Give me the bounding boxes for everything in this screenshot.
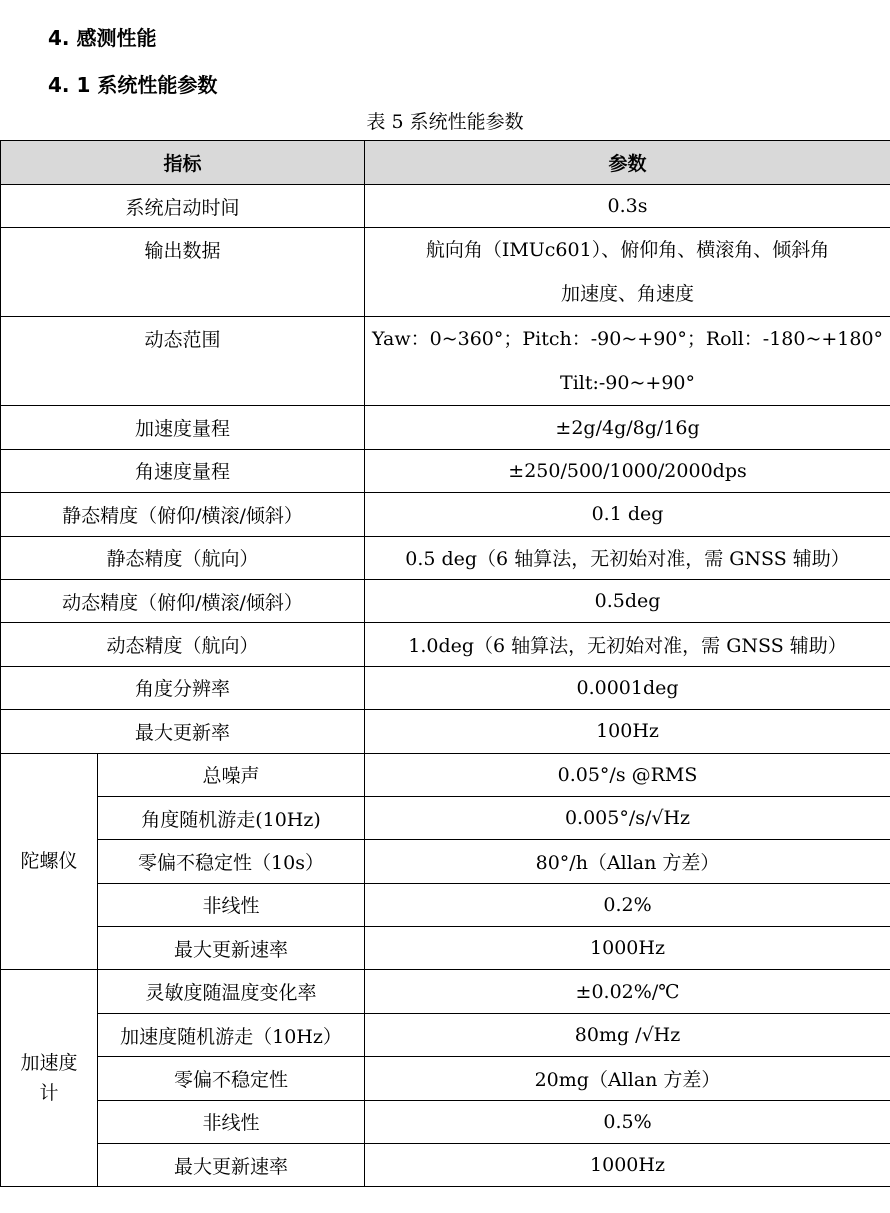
row-value: 0.005°/s/√Hz bbox=[365, 796, 890, 839]
table-row bbox=[1, 1013, 890, 1056]
row-value: ±0.02%/℃ bbox=[365, 970, 890, 1013]
table-row bbox=[1, 1057, 890, 1100]
table-row bbox=[1, 753, 890, 796]
row-value: 0.05°/s @RMS bbox=[365, 753, 890, 796]
row-value: 20mg（Allan 方差） bbox=[365, 1057, 890, 1100]
row-label: 最大更新率 bbox=[1, 710, 365, 753]
row-value-line: 航向角（IMUc601）、俯仰角、横滚角、倾斜角 bbox=[425, 239, 830, 262]
row-label: 角度分辨率 bbox=[1, 666, 365, 709]
group-label-line: 计 bbox=[39, 1082, 59, 1105]
subsection-heading: 4. 1 系统性能参数 bbox=[48, 73, 218, 97]
row-value bbox=[365, 228, 890, 317]
row-label: 非线性 bbox=[98, 883, 365, 926]
row-value: 100Hz bbox=[365, 710, 890, 753]
row-value: 0.3s bbox=[365, 185, 890, 228]
row-value-line: Yaw：0~360°；Pitch：-90~+90°；Roll：-180~+180° bbox=[371, 328, 884, 351]
row-label: 静态精度（航向） bbox=[1, 536, 365, 579]
row-value: 0.2% bbox=[365, 883, 890, 926]
row-value: 0.1 deg bbox=[365, 493, 890, 536]
row-label: 角速度量程 bbox=[1, 449, 365, 492]
row-value: 0.5deg bbox=[365, 579, 890, 622]
table-row bbox=[1, 840, 890, 883]
row-label: 最大更新速率 bbox=[98, 1144, 365, 1187]
row-value: 0.0001deg bbox=[365, 666, 890, 709]
group-label-gyroscope bbox=[1, 753, 98, 970]
row-value: 80°/h（Allan 方差） bbox=[365, 840, 890, 883]
row-value: 1.0deg（6 轴算法，无初始对准，需 GNSS 辅助） bbox=[365, 623, 890, 666]
row-value: ±2g/4g/8g/16g bbox=[365, 406, 890, 449]
group-label-line: 加速度 bbox=[20, 1052, 78, 1075]
group-label-line: 陀螺仪 bbox=[20, 850, 78, 873]
row-label: 系统启动时间 bbox=[1, 185, 365, 228]
table-row bbox=[1, 970, 890, 1013]
row-label: 加速度随机游走（10Hz） bbox=[98, 1013, 365, 1056]
table-row bbox=[1, 493, 890, 536]
table-row bbox=[1, 666, 890, 709]
row-value: 1000Hz bbox=[365, 1144, 890, 1187]
table-row bbox=[1, 317, 890, 406]
table-header-row bbox=[1, 141, 890, 185]
row-label: 零偏不稳定性（10s） bbox=[98, 840, 365, 883]
row-value: 0.5 deg（6 轴算法，无初始对准，需 GNSS 辅助） bbox=[365, 536, 890, 579]
row-value bbox=[365, 317, 890, 406]
table-row bbox=[1, 449, 890, 492]
spec-table bbox=[0, 140, 890, 1187]
row-label: 动态精度（俯仰/横滚/倾斜） bbox=[1, 579, 365, 622]
row-label: 角度随机游走(10Hz) bbox=[98, 796, 365, 839]
table-row bbox=[1, 406, 890, 449]
row-value-line: 加速度、角速度 bbox=[561, 283, 695, 306]
table-caption: 表 5 系统性能参数 bbox=[366, 111, 524, 133]
table-row bbox=[1, 536, 890, 579]
row-label: 加速度量程 bbox=[1, 406, 365, 449]
row-label: 最大更新速率 bbox=[98, 927, 365, 970]
table-row bbox=[1, 883, 890, 926]
row-value: ±250/500/1000/2000dps bbox=[365, 449, 890, 492]
row-label: 灵敏度随温度变化率 bbox=[98, 970, 365, 1013]
header-indicator: 指标 bbox=[1, 141, 365, 185]
table-row bbox=[1, 579, 890, 622]
row-label: 零偏不稳定性 bbox=[98, 1057, 365, 1100]
section-heading: 4. 感测性能 bbox=[48, 26, 157, 50]
row-label: 动态范围 bbox=[1, 317, 365, 406]
row-label: 动态精度（航向） bbox=[1, 623, 365, 666]
header-parameter: 参数 bbox=[365, 141, 890, 185]
table-row bbox=[1, 796, 890, 839]
row-label: 非线性 bbox=[98, 1100, 365, 1143]
row-value: 80mg /√Hz bbox=[365, 1013, 890, 1056]
row-label: 静态精度（俯仰/横滚/倾斜） bbox=[1, 493, 365, 536]
row-value: 0.5% bbox=[365, 1100, 890, 1143]
row-value-line: Tilt:-90~+90° bbox=[560, 372, 695, 395]
row-value: 1000Hz bbox=[365, 927, 890, 970]
table-row bbox=[1, 185, 890, 228]
table-row bbox=[1, 1100, 890, 1143]
row-label: 输出数据 bbox=[1, 228, 365, 317]
table-row bbox=[1, 623, 890, 666]
table-row bbox=[1, 927, 890, 970]
table-row bbox=[1, 1144, 890, 1187]
row-label: 总噪声 bbox=[98, 753, 365, 796]
table-row bbox=[1, 710, 890, 753]
table-row bbox=[1, 228, 890, 317]
group-label-accelerometer bbox=[1, 970, 98, 1187]
